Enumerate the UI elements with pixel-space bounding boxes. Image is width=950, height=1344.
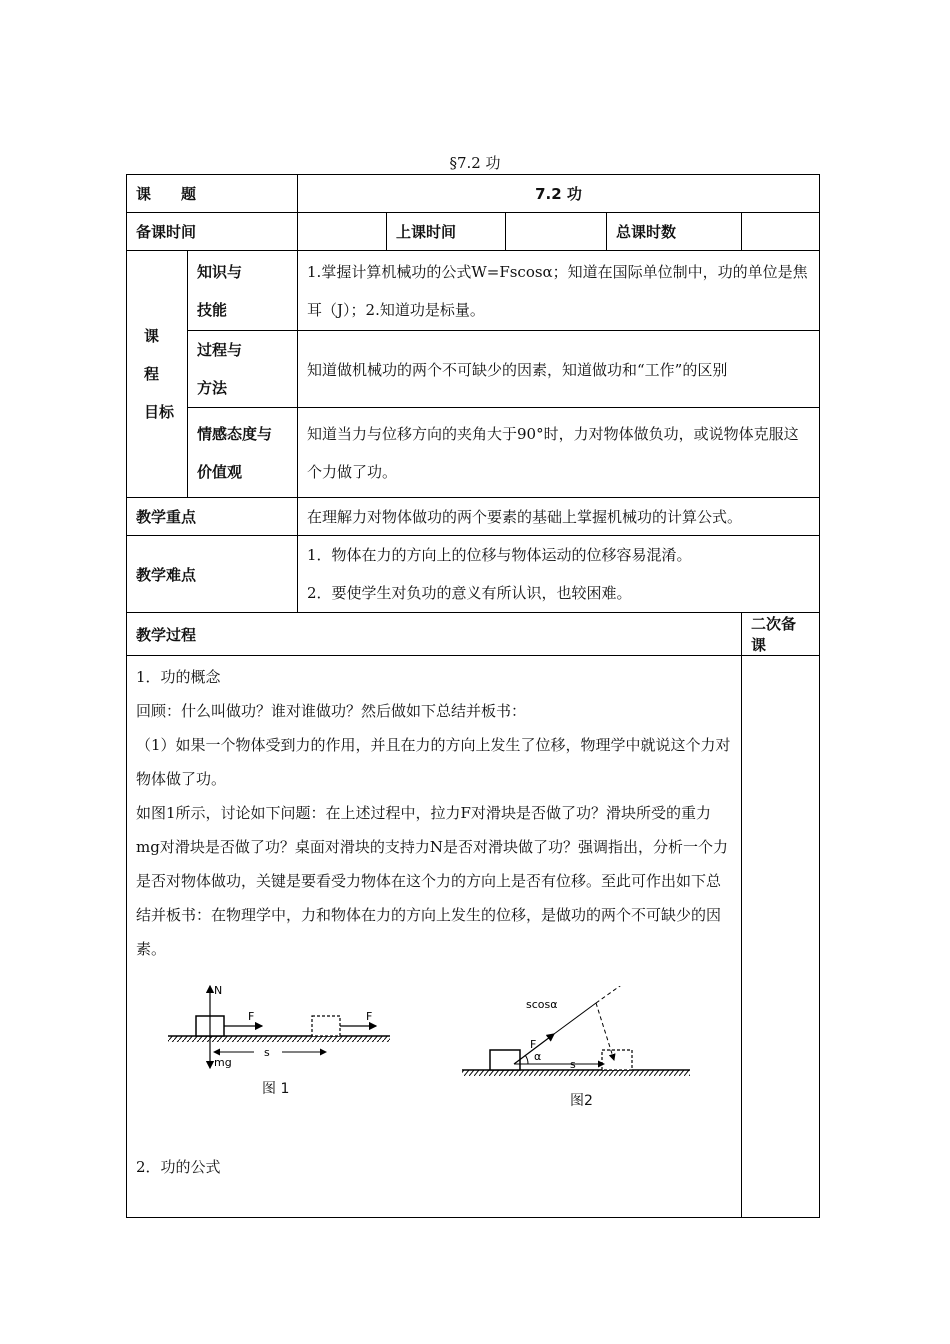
figures-area (136, 980, 732, 1130)
label-f1: F (248, 1010, 255, 1023)
difficulty-item: 1．物体在力的方向上的位移与物体运动的位移容易混淆。 (307, 546, 692, 564)
goals-label-line1: 课 程 (144, 327, 175, 383)
label-s: s (570, 1058, 576, 1071)
total-hours-label: 总课时数 (607, 213, 742, 251)
key-points-label: 教学重点 (127, 498, 298, 536)
goal-attitude-label-line2: 价值观 (197, 462, 243, 481)
goal-attitude-text: 知道当力与位移方向的夹角大于90°时，力对物体做负功，或说物体克服这个力做了功。 (298, 408, 820, 498)
block-final (602, 1050, 632, 1070)
lesson-plan-table (126, 174, 820, 1218)
angle-arc (525, 1055, 528, 1064)
goal-knowledge-label-line1: 知识与 (197, 262, 243, 281)
goal-row-knowledge (127, 251, 820, 331)
secondary-prep-cell (742, 656, 820, 1218)
label-n: N (214, 984, 223, 997)
time-row (127, 213, 820, 251)
topic-label: 课 题 (127, 175, 298, 213)
process-paragraph: （1）如果一个物体受到力的作用，并且在力的方向上发生了位移，物理学中就说这个力对物体做了功。 (136, 736, 731, 788)
label-mg: mg (214, 1056, 232, 1069)
process-content (127, 656, 742, 1218)
label-f: F (530, 1038, 537, 1051)
prep-time-value (298, 213, 387, 251)
goal-method-text: 知道做机械功的两个不可缺少的因素，知道做功和“工作”的区别 (298, 331, 820, 408)
process-paragraph: 如图1所示，讨论如下问题：在上述过程中，拉力F对滑块是否做了功？滑块所受的重力mg对滑块是否做了功？桌面对滑块的支持力N是否对滑块做了功？强调指出，分析一个力是否对物体做功，关键是要看受力物体在这个力的方向上是否有位移。至此可作出如下总结并板书：在物理学中，力和物体在力的方向上发生的位移，是做功的两个不可缺少的因素。 (136, 804, 728, 958)
process-label: 教学过程 (127, 613, 742, 656)
goal-attitude-label-line1: 情感态度与 (197, 424, 273, 443)
figure-2-diagram (454, 986, 704, 1106)
process-header-row (127, 613, 820, 656)
difficulties-label: 教学难点 (127, 536, 298, 613)
goal-knowledge-label-line2: 技能 (197, 300, 228, 319)
goals-label-line2: 目标 (144, 403, 175, 421)
block-initial (490, 1050, 520, 1070)
goal-method-label (188, 331, 298, 408)
class-time-value (506, 213, 607, 251)
figure-2 (454, 986, 704, 1110)
goal-knowledge-label (188, 251, 298, 331)
process-paragraph: 回顾：什么叫做功？谁对谁做功？然后做如下总结并板书： (136, 702, 527, 720)
goal-method-label-line2: 方法 (197, 379, 228, 397)
ground-hatch (462, 1070, 690, 1076)
difficulties-row (127, 536, 820, 613)
process-paragraph: 1．功的概念 (136, 668, 221, 686)
process-next-heading: 2．功的公式 (136, 1158, 221, 1176)
prep-time-label: 备课时间 (127, 213, 298, 251)
label-alpha: α (534, 1050, 542, 1063)
figure-1 (154, 980, 404, 1104)
goals-label (127, 251, 188, 498)
difficulties-text (298, 536, 820, 613)
label-f2: F (366, 1010, 373, 1023)
goal-method-label-line1: 过程与 (197, 341, 243, 359)
class-time-label: 上课时间 (387, 213, 506, 251)
document-title: §7.2 功 (449, 154, 501, 172)
goal-row-attitude (127, 408, 820, 498)
process-body-row (127, 656, 820, 1218)
figure-2-caption: 图2 (570, 1093, 593, 1109)
topic-value: 7.2 功 (298, 175, 820, 213)
difficulty-item: 2．要使学生对负功的意义有所认识，也较困难。 (307, 584, 632, 602)
key-points-row (127, 498, 820, 536)
goal-attitude-label (188, 408, 298, 498)
figure-1-caption: 图 1 (262, 1081, 290, 1097)
label-scos: scosα (526, 998, 558, 1011)
total-hours-value (742, 213, 820, 251)
projection-dashed-extension (596, 986, 634, 1003)
block-final (312, 1016, 340, 1036)
force-extension (554, 1003, 596, 1034)
goal-row-method (127, 331, 820, 408)
topic-row (127, 175, 820, 213)
secondary-prep-label: 二次备课 (742, 613, 820, 656)
key-points-text: 在理解力对物体做功的两个要素的基础上掌握机械功的计算公式。 (298, 498, 820, 536)
label-s: s (264, 1046, 270, 1059)
ground-hatch (168, 1036, 390, 1042)
goal-knowledge-text: 1.掌握计算机械功的公式W=Fscosα；知道在国际单位制中，功的单位是焦耳（J）；2.知道功是标量。 (298, 251, 820, 331)
